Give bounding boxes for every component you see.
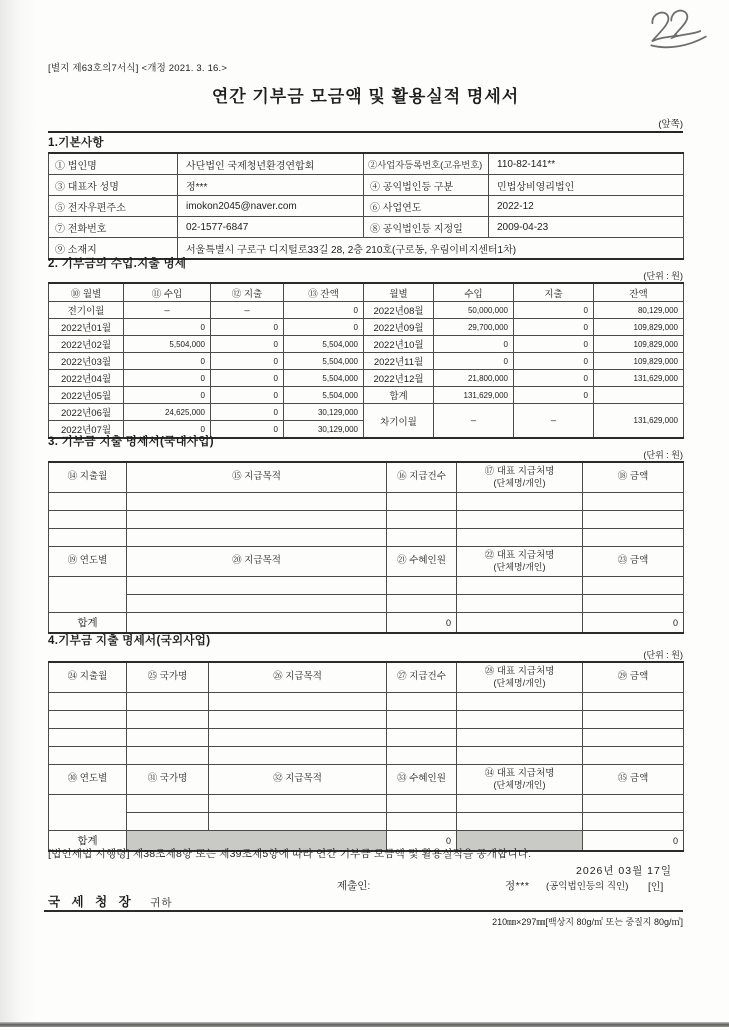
empty-cell xyxy=(209,729,387,747)
paper-bottom-edge xyxy=(0,1022,729,1027)
empty-cell xyxy=(49,747,127,765)
paper-size-note: 210㎜×297㎜[백상지 80g/㎡ 또는 중질지 80g/㎡] xyxy=(492,917,683,927)
month-cell: 2022년07월 xyxy=(49,421,124,439)
amount-cell: 0 xyxy=(211,353,284,370)
empty-cell xyxy=(49,577,127,613)
amount-cell: 0 xyxy=(211,421,284,439)
month-cell: 2022년06월 xyxy=(49,404,124,421)
empty-cell xyxy=(127,529,387,547)
empty-cell xyxy=(387,693,457,711)
column-header: ㉚ 연도별 xyxy=(49,765,127,795)
bottom-rule xyxy=(44,910,683,912)
recipient-title: 국 세 청 장 xyxy=(48,895,135,909)
column-header xyxy=(457,662,583,693)
amount-cell: 0 xyxy=(284,319,364,336)
empty-cell xyxy=(127,577,387,595)
month-cell: 전기이월 xyxy=(49,302,124,319)
empty-cell xyxy=(457,511,583,529)
month-cell: 2022년05월 xyxy=(49,387,124,404)
field-label: ⑤ 전자우편주소 xyxy=(49,196,178,217)
paper-left-edge-shadow xyxy=(0,0,36,1024)
column-header-sub: (단체명/개인) xyxy=(493,779,546,790)
empty-cell xyxy=(127,613,387,634)
empty-cell xyxy=(49,511,127,529)
empty-cell xyxy=(127,493,387,511)
form-title: 연간 기부금 모금액 및 활용실적 명세서 xyxy=(211,87,520,106)
table-row xyxy=(49,711,684,729)
column-header: ㉝ 수혜인원 xyxy=(387,765,457,795)
column-header: ⑱ 금액 xyxy=(583,462,684,493)
month-cell: 2022년09월 xyxy=(364,319,434,336)
empty-cell xyxy=(387,595,457,613)
total-label: 합계 xyxy=(49,613,127,634)
column-header xyxy=(457,462,583,493)
table-header-row xyxy=(49,283,684,302)
amount-cell: – xyxy=(211,302,284,319)
amount-cell: 0 xyxy=(514,353,594,370)
empty-cell xyxy=(457,577,583,595)
total-count-cell: 0 xyxy=(387,613,457,634)
field-label: ① 법인명 xyxy=(49,153,178,175)
empty-cell xyxy=(127,813,209,831)
column-header: 수입 xyxy=(434,283,514,302)
column-header: ㉛ 국가명 xyxy=(127,765,209,795)
amount-cell: 109,829,000 xyxy=(594,319,684,336)
amount-cell: 50,000,000 xyxy=(434,302,514,319)
empty-cell xyxy=(49,693,127,711)
empty-cell xyxy=(209,813,387,831)
amount-cell: 0 xyxy=(434,353,514,370)
table-row xyxy=(49,529,684,547)
column-header: ⑲ 연도별 xyxy=(49,547,127,577)
empty-cell xyxy=(49,729,127,747)
empty-cell xyxy=(127,511,387,529)
column-header: ⑫ 지출 xyxy=(211,283,284,302)
table-row xyxy=(49,747,684,765)
total-label: 합계 xyxy=(49,831,127,852)
amount-cell: 0 xyxy=(124,421,211,439)
section4-heading: 4.기부금 지출 명세서(국외사업) xyxy=(48,635,211,647)
column-header: ⑪ 수입 xyxy=(124,283,211,302)
empty-cell xyxy=(583,711,684,729)
amount-cell: 131,629,000 xyxy=(594,370,684,387)
unit-label: (단위 : 원) xyxy=(643,271,683,281)
column-header: ㉕ 국가명 xyxy=(127,662,209,693)
total-amount-cell: 0 xyxy=(583,831,684,852)
table-row xyxy=(49,387,684,404)
table-row xyxy=(49,196,684,217)
table-header-row xyxy=(49,662,684,693)
field-value: 2022-12 xyxy=(489,196,684,217)
column-header xyxy=(457,765,583,795)
amount-cell: 30,129,000 xyxy=(284,421,364,439)
amount-cell: 0 xyxy=(211,404,284,421)
field-label: ④ 공익법인등 구분 xyxy=(364,175,489,196)
amount-cell: 131,629,000 xyxy=(594,404,684,439)
empty-cell xyxy=(583,813,684,831)
amount-cell: 0 xyxy=(211,319,284,336)
table-row xyxy=(49,595,684,613)
empty-cell xyxy=(583,529,684,547)
empty-cell xyxy=(387,711,457,729)
amount-cell: 0 xyxy=(514,319,594,336)
amount-cell: 5,504,000 xyxy=(284,387,364,404)
page-side-label: (앞쪽) xyxy=(658,119,683,130)
table-row xyxy=(49,370,684,387)
submitter-name: 정*** xyxy=(505,880,530,892)
field-value: 02-1577-6847 xyxy=(178,217,364,238)
table-row xyxy=(49,217,684,238)
amount-cell: 21,800,000 xyxy=(434,370,514,387)
column-header: ⑬ 잔액 xyxy=(284,283,364,302)
column-header: ㉓ 금액 xyxy=(583,547,684,577)
column-header: ⑭ 지출월 xyxy=(49,462,127,493)
submitter-label: 제출인: xyxy=(337,880,371,892)
field-value: 정*** xyxy=(178,175,364,196)
empty-cell xyxy=(583,493,684,511)
monthly-summary-table xyxy=(48,282,684,439)
carryforward-label-cell: 차기이월 xyxy=(364,404,434,439)
table-header-row xyxy=(49,765,684,795)
field-label: ⑥ 사업연도 xyxy=(364,196,489,217)
amount-cell: 24,625,000 xyxy=(124,404,211,421)
empty-cell xyxy=(209,747,387,765)
amount-cell: 0 xyxy=(124,353,211,370)
table-row xyxy=(49,729,684,747)
empty-cell xyxy=(457,493,583,511)
column-header: ㉜ 지급목적 xyxy=(209,765,387,795)
column-header-main: ㉘ 대표 지급처명 xyxy=(484,665,555,677)
column-header-main: ㉞ 대표 지급처명 xyxy=(484,767,555,779)
table-row xyxy=(49,511,684,529)
empty-cell xyxy=(127,711,209,729)
empty-cell xyxy=(49,493,127,511)
column-header-sub: (단체명/개인) xyxy=(493,477,546,488)
section2-heading: 2. 기부금의 수입.지출 명세 xyxy=(48,258,187,270)
empty-cell xyxy=(209,795,387,813)
field-value: 민법상비영리법인 xyxy=(489,175,684,196)
empty-cell xyxy=(49,795,127,831)
column-header: 지출 xyxy=(514,283,594,302)
month-cell: 2022년02월 xyxy=(49,336,124,353)
total-count-cell: 0 xyxy=(387,831,457,852)
total-label-cell: 합계 xyxy=(364,387,434,404)
empty-cell xyxy=(583,577,684,595)
field-label: ③ 대표자 성명 xyxy=(49,175,178,196)
column-header: 월별 xyxy=(364,283,434,302)
empty-cell xyxy=(457,747,583,765)
month-cell: 2022년03월 xyxy=(49,353,124,370)
amount-cell: 30,129,000 xyxy=(284,404,364,421)
empty-cell xyxy=(583,595,684,613)
empty-cell xyxy=(457,595,583,613)
field-label: ⑨ 소재지 xyxy=(49,238,178,260)
amount-cell: 80,129,000 xyxy=(594,302,684,319)
table-row xyxy=(49,336,684,353)
amount-cell: 5,504,000 xyxy=(284,353,364,370)
field-value: 사단법인 국제청년환경연합회 xyxy=(178,153,364,175)
month-cell: 2022년01월 xyxy=(49,319,124,336)
amount-cell: 0 xyxy=(211,370,284,387)
seal-mark: [인] xyxy=(648,882,664,893)
empty-cell xyxy=(457,729,583,747)
empty-cell xyxy=(387,511,457,529)
amount-cell: 0 xyxy=(434,336,514,353)
amount-cell: 109,829,000 xyxy=(594,336,684,353)
column-header: ㉟ 금액 xyxy=(583,765,684,795)
empty-cell xyxy=(457,711,583,729)
empty-cell xyxy=(127,729,209,747)
amount-cell: 0 xyxy=(124,319,211,336)
amount-cell xyxy=(594,387,684,404)
column-header: ⑮ 지급목적 xyxy=(127,462,387,493)
table-row xyxy=(49,302,684,319)
month-cell: 2022년11월 xyxy=(364,353,434,370)
field-label: ⑦ 전화번호 xyxy=(49,217,178,238)
amount-cell: – xyxy=(124,302,211,319)
amount-cell: 0 xyxy=(514,387,594,404)
empty-cell xyxy=(457,813,583,831)
empty-cell xyxy=(49,529,127,547)
amount-cell: 0 xyxy=(211,336,284,353)
empty-cell xyxy=(583,729,684,747)
table-row xyxy=(49,175,684,196)
disclosure-note: [법인세법 시행령] 제38조제8항 또는 제39조제5항에 따라 연간 기부금 모금액 및 활용실적을 공개합니다. xyxy=(48,848,532,860)
table-header-row xyxy=(49,462,684,493)
amount-cell: 0 xyxy=(124,370,211,387)
unit-label: (단위 : 원) xyxy=(643,450,683,460)
form-reference: [별지 제63호의7서식] <개정 2021. 3. 16.> xyxy=(48,63,228,74)
column-header-sub: (단체명/개인) xyxy=(493,677,546,688)
table-total-row xyxy=(49,613,684,634)
table-row xyxy=(49,795,684,813)
empty-cell xyxy=(457,613,583,634)
table-header-row xyxy=(49,547,684,577)
column-header: ㉗ 지급건수 xyxy=(387,662,457,693)
empty-cell xyxy=(387,493,457,511)
amount-cell: 131,629,000 xyxy=(434,387,514,404)
empty-cell xyxy=(127,595,387,613)
column-header: ㉖ 지급목적 xyxy=(209,662,387,693)
amount-cell: 0 xyxy=(514,302,594,319)
column-header: ⑯ 지급건수 xyxy=(387,462,457,493)
table-row xyxy=(49,693,684,711)
amount-cell: 0 xyxy=(284,302,364,319)
table-row xyxy=(49,353,684,370)
total-amount-cell: 0 xyxy=(583,613,684,634)
handwritten-page-number xyxy=(643,3,713,55)
table-row xyxy=(49,577,684,595)
empty-cell xyxy=(387,813,457,831)
column-header: ㉑ 수혜인원 xyxy=(387,547,457,577)
empty-cell xyxy=(583,795,684,813)
column-header: 잔액 xyxy=(594,283,684,302)
month-cell: 2022년04월 xyxy=(49,370,124,387)
field-value: 110-82-141** xyxy=(489,153,684,175)
empty-cell xyxy=(387,729,457,747)
amount-cell: 5,504,000 xyxy=(124,336,211,353)
empty-cell xyxy=(387,795,457,813)
top-rule xyxy=(48,131,683,133)
amount-cell: 109,829,000 xyxy=(594,353,684,370)
domestic-expense-table xyxy=(48,461,684,634)
column-header: ㉙ 금액 xyxy=(583,662,684,693)
amount-cell: – xyxy=(514,404,594,439)
field-value: imokon2045@naver.com xyxy=(178,196,364,217)
field-label: ②사업자등록번호(고유번호) xyxy=(364,153,489,175)
field-value: 2009-04-23 xyxy=(489,217,684,238)
table-row xyxy=(49,153,684,175)
column-header-main: ⑰ 대표 지급처명 xyxy=(484,465,555,477)
amount-cell: – xyxy=(434,404,514,439)
amount-cell: 29,700,000 xyxy=(434,319,514,336)
field-label: ⑧ 공익법인등 지정일 xyxy=(364,217,489,238)
empty-cell xyxy=(49,711,127,729)
table-row xyxy=(49,319,684,336)
empty-cell xyxy=(387,747,457,765)
empty-cell xyxy=(127,795,209,813)
amount-cell: 0 xyxy=(211,387,284,404)
column-header: ⑩ 월별 xyxy=(49,283,124,302)
submission-date: 2026년 03월 17일 xyxy=(576,865,672,877)
empty-cell xyxy=(457,529,583,547)
amount-cell: 5,504,000 xyxy=(284,336,364,353)
table-row xyxy=(49,813,684,831)
column-header xyxy=(457,547,583,577)
column-header: ⑳ 지급목적 xyxy=(127,547,387,577)
empty-cell xyxy=(209,711,387,729)
month-cell: 2022년12월 xyxy=(364,370,434,387)
empty-cell xyxy=(457,795,583,813)
month-cell: 2022년08월 xyxy=(364,302,434,319)
column-header: ㉔ 지출월 xyxy=(49,662,127,693)
overseas-expense-table xyxy=(48,661,684,852)
basic-info-table xyxy=(48,152,684,260)
table-row xyxy=(49,404,684,421)
empty-cell xyxy=(387,529,457,547)
recipient-suffix: 귀하 xyxy=(150,897,173,909)
empty-cell xyxy=(387,577,457,595)
amount-cell: 5,504,000 xyxy=(284,370,364,387)
empty-cell xyxy=(209,693,387,711)
amount-cell: 0 xyxy=(514,370,594,387)
empty-cell xyxy=(127,747,209,765)
empty-cell xyxy=(457,693,583,711)
empty-cell xyxy=(583,747,684,765)
amount-cell: 0 xyxy=(514,336,594,353)
seal-note: (공익법인등의 직인) xyxy=(546,881,629,892)
table-row xyxy=(49,493,684,511)
unit-label: (단위 : 원) xyxy=(643,650,683,660)
empty-cell xyxy=(127,693,209,711)
empty-cell xyxy=(583,511,684,529)
submitter-line xyxy=(0,878,729,892)
section1-heading: 1.기본사항 xyxy=(48,137,104,149)
recipient-line xyxy=(48,892,173,910)
field-value: 서울특별시 구로구 디지털로33길 28, 2층 210호(구로동, 우림이비지센터1차) xyxy=(178,238,684,260)
empty-cell xyxy=(583,693,684,711)
column-header-sub: (단체명/개인) xyxy=(493,561,546,572)
amount-cell: 0 xyxy=(124,387,211,404)
month-cell: 2022년10월 xyxy=(364,336,434,353)
section3-heading: 3. 기부금 지출 명세서(국내사업) xyxy=(48,436,214,448)
column-header-main: ㉒ 대표 지급처명 xyxy=(484,549,555,561)
